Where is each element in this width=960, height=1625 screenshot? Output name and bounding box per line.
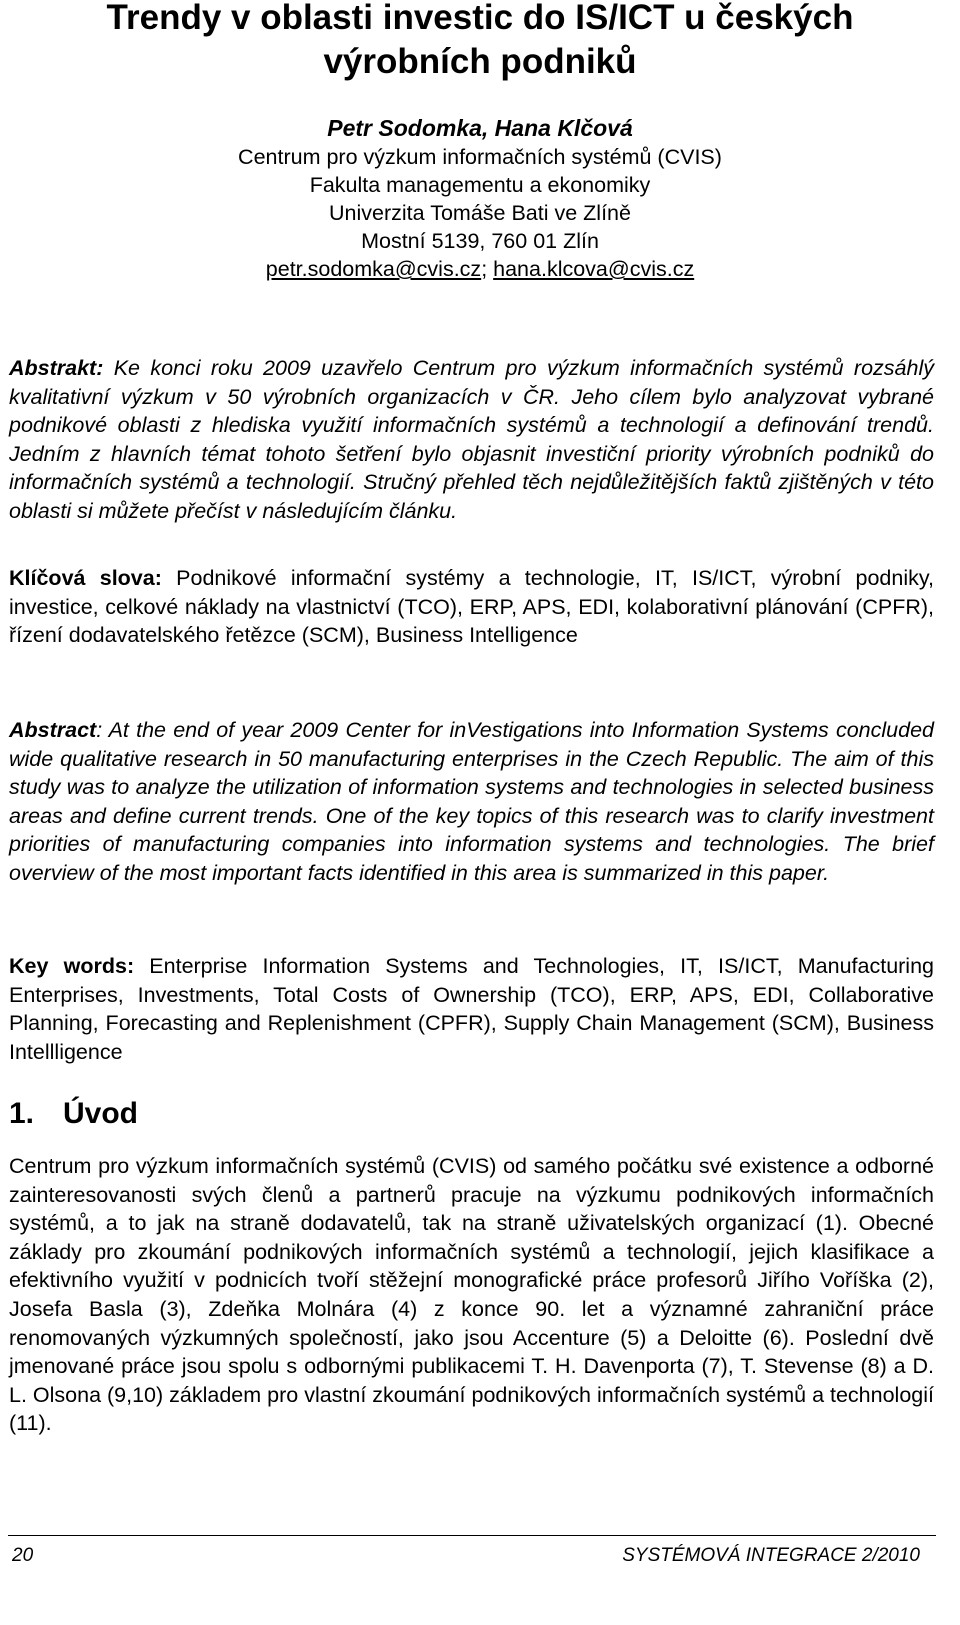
- footer-divider: [8, 1535, 936, 1536]
- section-number: 1.: [9, 1097, 35, 1130]
- abstract-czech-text: Ke konci roku 2009 uzavřelo Centrum pro výzkum informačních systémů rozsáhlý kvalitativní výzkum v 50 výrobních organizacích v ČR. Jeho cílem bylo analyzovat vybrané podnikové oblasti z hlediska využití informačních systémů a technologií a definování trendů. Jedním z hlavních témat tohoto šetření bylo objasnit investiční priority výrobních podniků do informačních systémů a technologií. Stručný přehled těch nejdůležitějších faktů zjištěných v této oblasti si můžete přečíst v následujícím článku.: [9, 356, 934, 523]
- section-heading-intro: [9, 1094, 138, 1134]
- keywords-english-text: Enterprise Information Systems and Technologies, IT, IS/ICT, Manufacturing Enterprises, Investments, Total Costs of Ownership (TCO), ERP, APS, EDI, Collaborative Planning, Forecasting and Replenishment (CPFR), Supply Chain Management (SCM), Business Intellligence: [9, 954, 935, 1064]
- keywords-english: [9, 952, 934, 1066]
- section-title: Úvod: [63, 1097, 138, 1130]
- page-number: 20: [12, 1545, 34, 1566]
- abstract-english-text: : At the end of year 2009 Center for inVestigations into Information Systems concluded wide qualitative research in 50 manufacturing enterprises in the Czech Republic. The aim of this study was to analyze the utilization of information systems and technologies in selected business areas and define current trends. One of the key topics of this research was to clarify investment priorities of manufacturing companies into information systems and technologies. The brief overview of the most important facts identified in this area is summarized in this paper.: [9, 718, 934, 885]
- authors: Petr Sodomka, Hana Klčová: [327, 115, 633, 141]
- title-line-1: Trendy v oblasti investic do IS/ICT u českých: [106, 0, 854, 37]
- email-link-sodomka[interactable]: petr.sodomka@cvis.cz: [265, 257, 482, 281]
- email-separator: ;: [481, 257, 494, 281]
- keywords-english-label: Key words:: [9, 954, 135, 978]
- email-link-klcova[interactable]: hana.klcova@cvis.cz: [493, 257, 695, 281]
- keywords-czech-text: Podnikové informační systémy a technologie, IT, IS/ICT, výrobní podniky, investice, celkové náklady na vlastnictví (TCO), ERP, APS, EDI, kolaborativní plánování (CPFR), řízení dodavatelského řetězce (SCM), Business Intelligence: [9, 566, 935, 648]
- abstract-czech-label: Abstrakt:: [9, 356, 104, 380]
- section-intro-body: Centrum pro výzkum informačních systémů (CVIS) od samého počátku své existence a odborné zainteresovanosti svých členů a partnerů pracuje na výzkumu podnikových informačních systémů, a to jak na straně dodavatelů, tak na straně uživatelských organizací (1). Obecné základy pro zkoumání podnikových informačních systémů a technologií, jejich klasifikace a efektivního využití v podnicích tvoří stěžejní monografické práce profesorů Jiřího Voříška (2), Josefa Basla (3), Zdeňka Molnára (4) z konce 90. let a významné zahraniční práce renomovaných výzkumných společností, jako jsou Accenture (5) a Deloitte (6). Poslední dvě jmenované práce jsou spolu s odbornými publikacemi T. H. Davenporta (7), T. Stevense (8) a D. L. Olsona (9,10) základem pro vlastní zkoumání podnikových informačních systémů a technologií (11).: [9, 1154, 934, 1436]
- title-line-2: výrobních podniků: [323, 42, 637, 81]
- journal-name: SYSTÉMOVÁ INTEGRACE 2/2010: [622, 1545, 920, 1566]
- affiliation-address: Mostní 5139, 760 01 Zlín: [361, 229, 599, 253]
- keywords-czech-label: Klíčová slova:: [9, 566, 162, 590]
- affiliation-faculty: Fakulta managementu a ekonomiky: [309, 173, 651, 197]
- abstract-english: [9, 716, 934, 888]
- abstract-czech: [9, 354, 934, 526]
- affiliation-institute: Centrum pro výzkum informačních systémů (CVIS): [238, 145, 722, 169]
- author-emails: [10, 255, 950, 283]
- affiliation-university: Univerzita Tomáše Bati ve Zlíně: [329, 201, 631, 225]
- keywords-czech: [9, 564, 934, 650]
- abstract-english-label: Abstract: [9, 718, 97, 742]
- paper-title: [10, 0, 950, 84]
